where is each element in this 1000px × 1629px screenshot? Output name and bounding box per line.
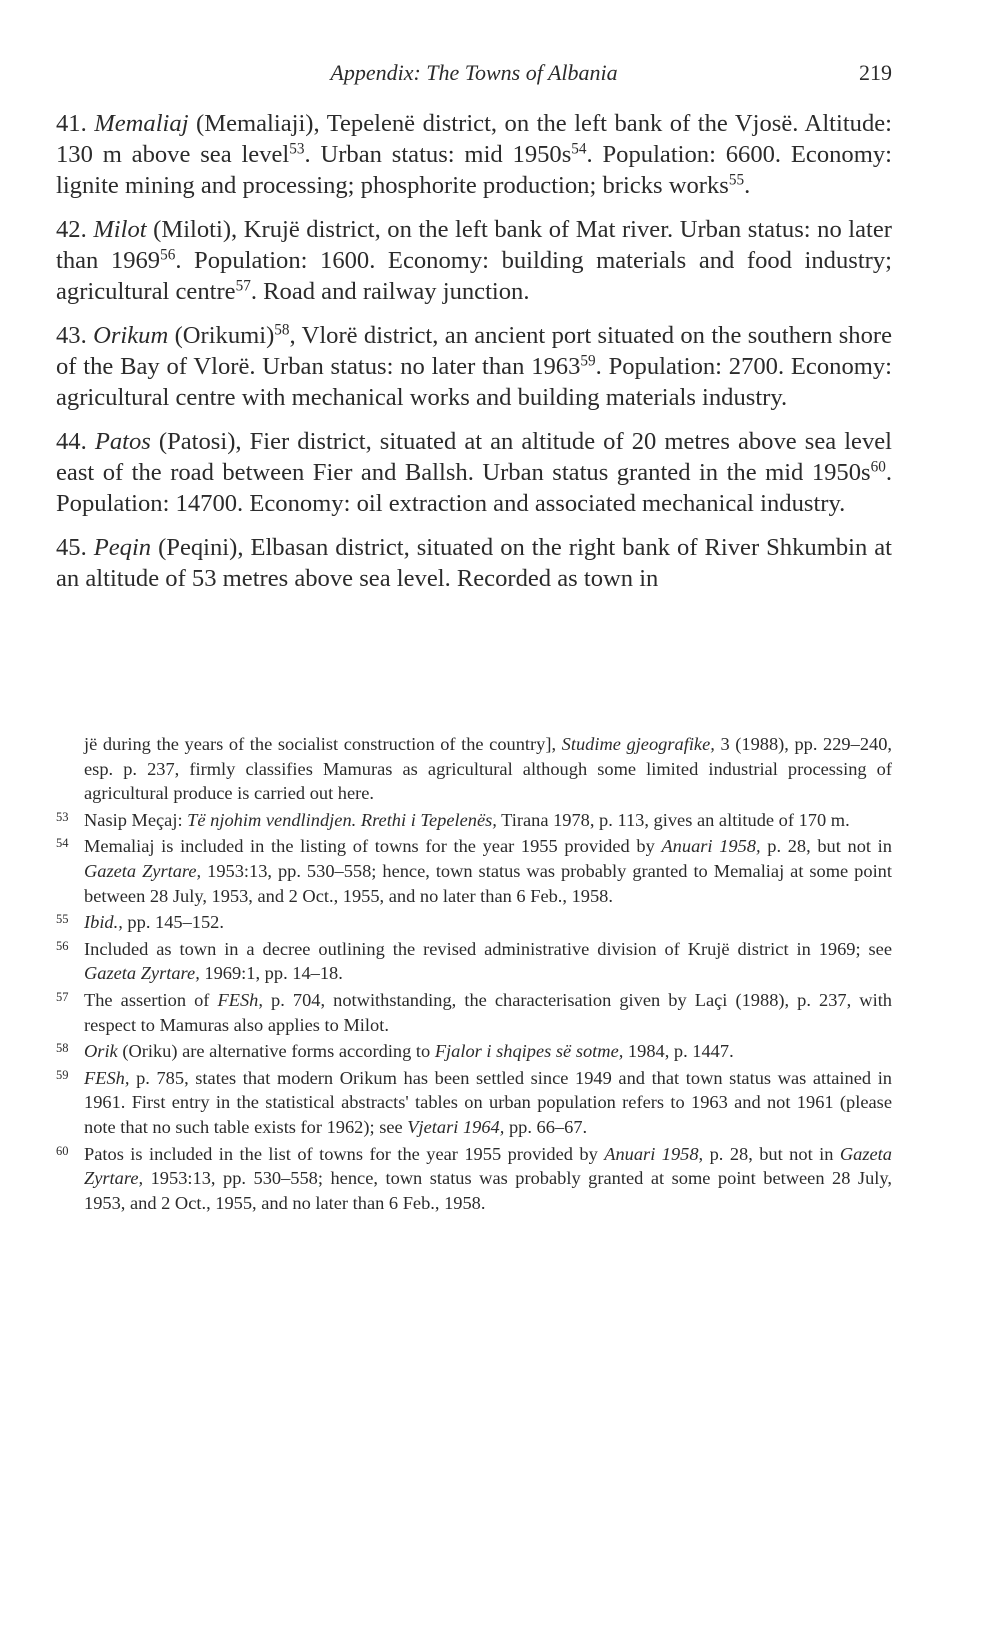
entry-number: 43. <box>56 322 87 349</box>
footnote-text: Nasip Meçaj: <box>84 809 188 830</box>
running-title: Appendix: The Towns of Albania <box>330 60 618 85</box>
footnote-continuation <box>84 732 892 806</box>
footnote-text: Tirana 1978, p. 113, gives an altitude of 170 m. <box>496 809 850 830</box>
footnote-citation: Anuari 1958, <box>661 836 761 857</box>
footnote-citation: Të njohim vendlindjen. Rrethi i Tepelenës, <box>187 809 497 830</box>
footnote-54 <box>56 834 892 908</box>
entry-patos <box>56 426 892 519</box>
footnote-citation: Gazeta Zyrtare, <box>84 860 202 881</box>
footnote-ref[interactable]: 58 <box>274 321 290 339</box>
town-name: Patos <box>94 428 151 455</box>
footnote-citation: FESh, <box>84 1067 130 1088</box>
footnote-ref[interactable]: 60 <box>870 458 886 476</box>
entry-number: 45. <box>56 534 87 561</box>
footnote-56 <box>56 937 892 986</box>
footnote-citation: Gazeta Zyrtare, <box>84 963 200 984</box>
footnote-marker: 54 <box>56 836 69 851</box>
entry-text: . Population: 6600. Economy: lignite mining and processing; phosphorite production; bricks works <box>56 141 892 199</box>
footnote-marker: 60 <box>56 1143 69 1158</box>
entry-text: (Peqini), Elbasan district, situated on the right bank of River Shkumbin at an altitude of 53 metres above sea level. Recorded as town in <box>56 534 892 592</box>
footnote-marker: 53 <box>56 809 69 824</box>
footnote-text: Patos is included in the list of towns for the year 1955 provided by <box>84 1143 605 1164</box>
footnote-55 <box>56 910 892 935</box>
footnote-ref[interactable]: 57 <box>235 277 251 295</box>
footnote-text: p. 28, but not in <box>760 836 892 857</box>
footnote-citation: Fjalor i shqipes së sotme, <box>434 1041 624 1062</box>
entry-text: . Population: 2700. Economy: agricultural centre with mechanical works and building materials industry. <box>56 353 892 411</box>
footnote-text: pp. 66–67. <box>504 1116 588 1137</box>
footnote-ref[interactable]: 56 <box>160 246 176 264</box>
footnote-citation: FESh, <box>217 989 263 1010</box>
town-name: Peqin <box>93 534 152 561</box>
town-name: Milot <box>93 216 147 243</box>
footnote-text: 3 (1988), pp. 229–240, esp. p. 237, firmly classifies Mamuras as agricultural although some limited industrial processing of agricultural produce is carried out here. <box>84 734 892 804</box>
footnote-text: pp. 145–152. <box>122 912 224 933</box>
footnote-citation: Orik <box>84 1041 118 1062</box>
footnote-text: p. 785, states that modern Orikum has been settled since 1949 and that town status was attained in 1961. First entry in the statistical abstracts' tables on urban population refers to 1963 and not 1961 (please note that no such table exists for 1962); see <box>84 1067 892 1137</box>
entry-peqin <box>56 532 892 594</box>
entry-text: . Population: 14700. Economy: oil extraction and associated mechanical industry. <box>56 459 892 517</box>
footnote-citation: Gazeta Zyrtare, <box>84 1143 892 1189</box>
footnote-text: 1953:13, pp. 530–558; hence, town status was probably granted at some point between 28 July, 1953, and 2 Oct., 1955, and no later than 6 Feb., 1958. <box>84 1168 892 1213</box>
footnote-citation: Ibid., <box>84 912 123 933</box>
footnote-53 <box>56 808 892 833</box>
footnote-text: (Oriku) are alternative forms according to <box>117 1041 435 1062</box>
footnote-citation: Studime gjeografike, <box>561 734 715 754</box>
footnote-text: 1984, p. 1447. <box>623 1041 734 1062</box>
entry-number: 42. <box>56 216 87 243</box>
footnote-text: Included as town in a decree outlining the revised administrative division of Krujë district in 1969; see <box>84 938 892 959</box>
footnote-marker: 59 <box>56 1067 69 1082</box>
footnote-ref[interactable]: 59 <box>580 352 596 370</box>
footnote-57 <box>56 988 892 1037</box>
footnote-citation: Anuari 1958, <box>604 1143 704 1164</box>
footnote-marker: 57 <box>56 989 69 1004</box>
footnote-58 <box>56 1039 892 1064</box>
entry-text: (Miloti), Krujë district, on the left bank of Mat river. Urban status: no later than 1969 <box>56 216 892 274</box>
entry-memaliaj <box>56 108 892 201</box>
entry-text: . Road and railway junction. <box>250 278 530 305</box>
entry-orikum <box>56 320 892 413</box>
entry-number: 44. <box>56 428 87 455</box>
footnote-text: jë during the years of the socialist construction of the country], <box>84 734 562 754</box>
footnote-text: p. 28, but not in <box>703 1143 840 1164</box>
footnote-ref[interactable]: 54 <box>571 140 587 158</box>
footnote-text: p. 704, notwithstanding, the characterisation given by Laçi (1988), p. 237, with respect to Mamuras also applies to Milot. <box>84 989 892 1035</box>
town-name: Memaliaj <box>94 110 189 137</box>
entry-text: (Patosi), Fier district, situated at an altitude of 20 metres above sea level east of the road between Fier and Ballsh. Urban status granted in the mid 1950s <box>56 428 892 486</box>
entry-text: . Population: 1600. Economy: building materials and food industry; agricultural centre <box>56 247 892 305</box>
entry-text: , Vlorë district, an ancient port situated on the southern shore of the Bay of Vlorë. Urban status: no later than 1963 <box>56 322 892 380</box>
footnote-marker: 58 <box>56 1041 69 1056</box>
entry-text: . <box>744 172 751 199</box>
town-name: Orikum <box>93 322 169 349</box>
footnote-text: 1969:1, pp. 14–18. <box>199 963 343 984</box>
footnote-59 <box>56 1066 892 1140</box>
entry-text: (Orikumi) <box>168 322 275 349</box>
footnote-text: Memaliaj is included in the listing of towns for the year 1955 provided by <box>84 836 662 857</box>
entry-milot <box>56 214 892 307</box>
entry-number: 41. <box>56 110 87 137</box>
page-header <box>56 60 892 92</box>
footnote-citation: Vjetari 1964, <box>407 1116 505 1137</box>
footnotes <box>56 732 892 1217</box>
footnote-text: 1953:13, pp. 530–558; hence, town status was probably granted to Memaliaj at some point between 28 July, 1953, and 2 Oct., 1955, and no later than 6 Feb., 1958. <box>84 860 892 906</box>
footnote-60 <box>56 1142 892 1216</box>
footnote-marker: 55 <box>56 912 69 927</box>
page-number: 219 <box>859 60 892 85</box>
footnote-text: The assertion of <box>84 989 218 1010</box>
footnote-ref[interactable]: 53 <box>289 140 305 158</box>
footnote-marker: 56 <box>56 938 69 953</box>
footnote-ref[interactable]: 55 <box>728 171 745 189</box>
entry-text: . Urban status: mid 1950s <box>304 141 572 168</box>
main-text <box>56 108 892 607</box>
entry-text: (Memaliaji), Tepelenë district, on the left bank of the Vjosë. Altitude: 130 m above sea level <box>56 110 892 168</box>
